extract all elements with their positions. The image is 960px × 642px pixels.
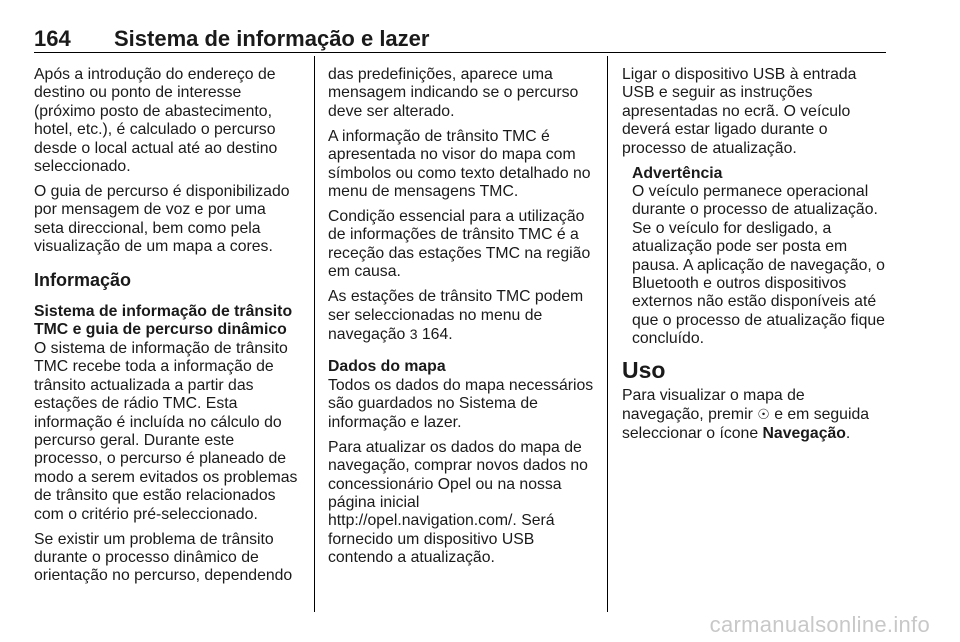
paragraph: Todos os dados do mapa necessários são guardados no Sistema de informação e lazer. bbox=[328, 376, 594, 431]
page-reference-icon: 3 bbox=[409, 326, 418, 343]
warning-text: O veículo permanece operacional durante o processo de atualização. Se o veículo for desligado, a atualização pode ser posta em pausa. A aplicação de navegação, o Bluetooth e outros dispositivos externos não estão disponíveis até que o processo de atualização fique concluído. bbox=[632, 183, 885, 348]
column-3 bbox=[622, 66, 888, 450]
paragraph bbox=[328, 288, 594, 344]
column-2 bbox=[328, 66, 594, 574]
paragraph: O sistema de informação de trânsito TMC recebe toda a informação de trânsito actualizada a partir das estações de rádio TMC. Esta informação é incluída no cálculo do percurso geral. Durante este processo, o percurso é planeado de modo a serem evitados os problemas de trânsito que estão relacionados com o critério pré-seleccionado. bbox=[34, 339, 298, 523]
paragraph-text: e em seguida seleccionar o ícone bbox=[622, 406, 870, 442]
page-title: Sistema de informação e lazer bbox=[114, 26, 430, 51]
paragraph: das predefinições, aparece uma mensagem indicando se o percurso deve ser alterado. bbox=[328, 66, 579, 120]
paragraph: Após a introdução do endereço de destino ou ponto de interesse (próximo posto de abastecimento, hotel, etc.), é calculado o percurso desde o local actual até ao destino seleccionado. bbox=[34, 66, 278, 176]
paragraph: A informação de trânsito TMC é apresentada no visor do mapa com símbolos ou como texto detalhado no menu de mensagens TMC. bbox=[328, 127, 591, 201]
page-header bbox=[34, 26, 886, 52]
paragraph: Condição essencial para a utilização de informações de trânsito TMC é a receção das estações TMC na região em causa. bbox=[328, 208, 591, 281]
watermark: carmanualsonline.info bbox=[709, 612, 930, 637]
paragraph: Ligar o dispositivo USB à entrada USB e seguir as instruções apresentadas no ecrã. O veículo deverá estar ligado durante o processo de atualização. bbox=[622, 66, 857, 157]
paragraph-text: Para visualizar o mapa de navegação, premir bbox=[622, 386, 805, 424]
header-divider bbox=[34, 52, 886, 53]
subheading-tmc: Sistema de informação de trânsito TMC e guia de percurso dinâmico bbox=[34, 303, 293, 339]
section-heading-uso: Uso bbox=[622, 356, 666, 383]
page-reference-link[interactable]: 164. bbox=[421, 326, 453, 344]
page-number: 164 bbox=[34, 26, 71, 51]
home-button-icon: ☉ bbox=[757, 406, 770, 423]
paragraph: O guia de percurso é disponibilizado por mensagem de voz e por uma seta direccional, bem como pela visualização de um mapa a cores. bbox=[34, 183, 290, 256]
navigation-icon-label: Navegação bbox=[762, 424, 846, 442]
paragraph-end: . bbox=[845, 424, 851, 442]
column-divider-1 bbox=[314, 56, 315, 612]
paragraph bbox=[622, 387, 888, 443]
subheading-dados-do-mapa: Dados do mapa bbox=[328, 358, 446, 376]
warning-box bbox=[632, 165, 888, 349]
paragraph: Se existir um problema de trânsito durante o processo dinâmico de orientação no percurso, dependendo bbox=[34, 530, 293, 585]
paragraph: Para atualizar os dados do mapa de navegação, comprar novos dados no concessionário Opel ou na nossa página inicial http://opel.navigation.com/. Será fornecido um dispositivo USB contendo a atualização. bbox=[328, 438, 588, 567]
column-1 bbox=[34, 66, 300, 592]
warning-title: Advertência bbox=[632, 164, 723, 182]
paragraph-text: As estações de trânsito TMC podem ser seleccionadas no menu de navegação bbox=[328, 288, 584, 344]
section-heading-informacao: Informação bbox=[34, 269, 132, 290]
column-divider-2 bbox=[607, 56, 608, 612]
